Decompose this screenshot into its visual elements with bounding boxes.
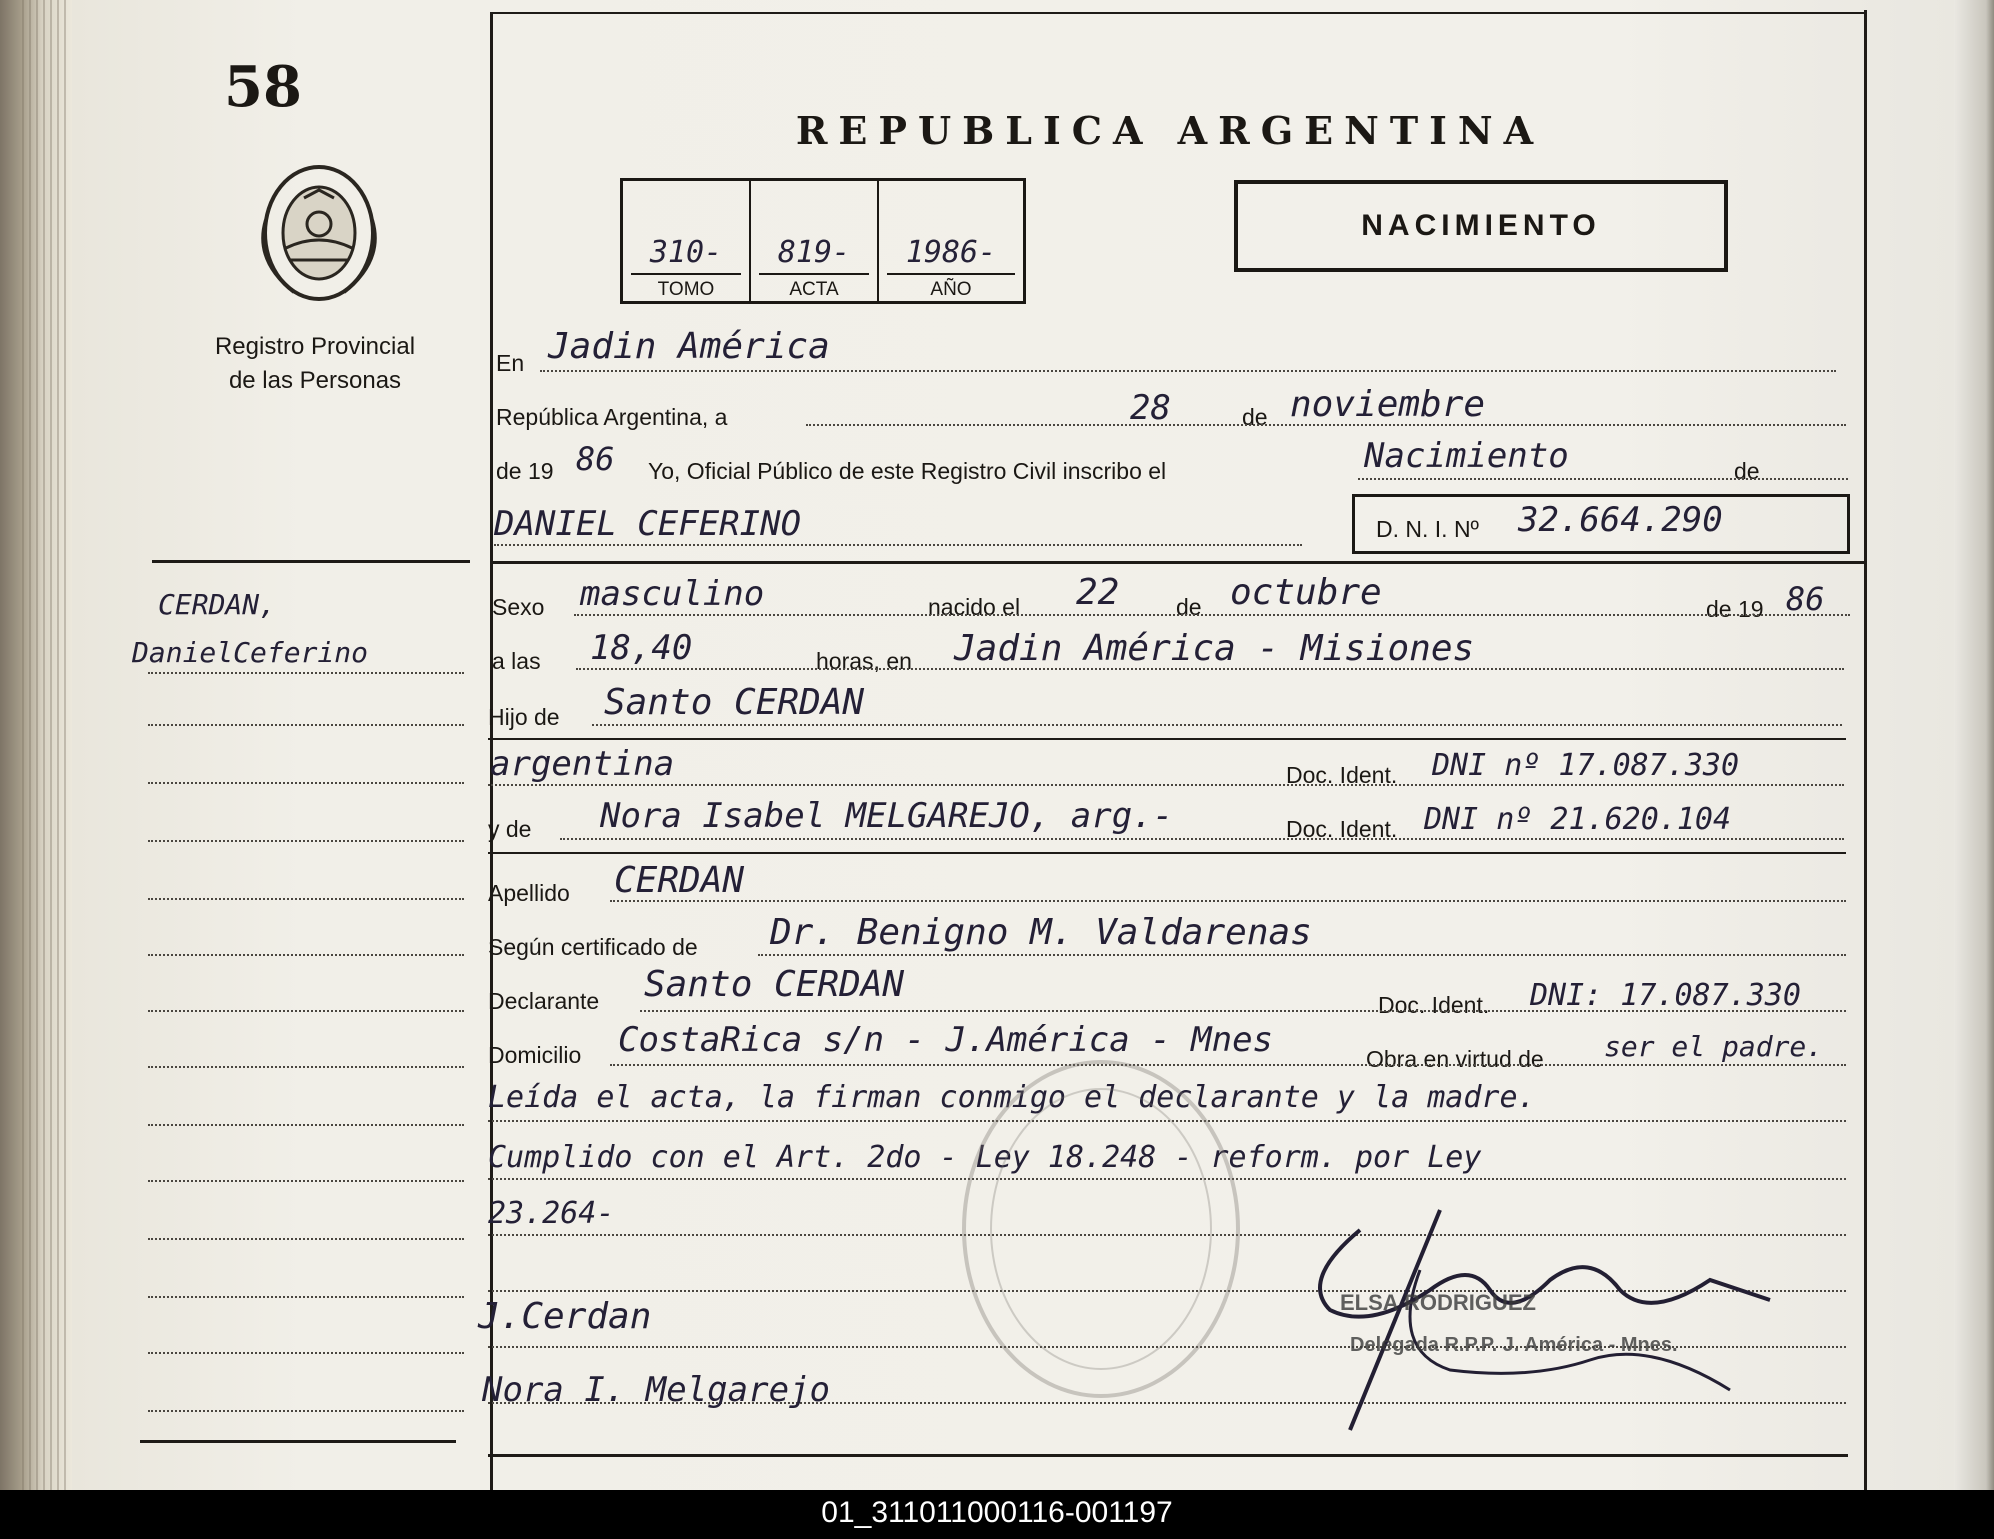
bottom-rule	[488, 1454, 1848, 1457]
doc-ident-label: Doc. Ident.	[1286, 762, 1398, 788]
tomo-cell	[623, 181, 751, 301]
registration-year: 86	[576, 440, 615, 478]
book-binding	[0, 0, 72, 1490]
field-line	[640, 1010, 1846, 1012]
declarante-label: Declarante	[488, 988, 600, 1014]
official-statement: Yo, Oficial Público de este Registro Civil inscribo el	[648, 458, 1167, 484]
margin-line	[148, 1410, 464, 1412]
yde-label: y de	[488, 816, 532, 842]
de-label-2: de	[1734, 458, 1760, 484]
margin-divider	[152, 560, 470, 563]
anio-value: 1986-	[887, 233, 1015, 275]
margin-line	[148, 954, 464, 956]
section-divider	[492, 561, 1864, 564]
sex-value: masculino	[580, 574, 765, 614]
republica-label: República Argentina, a	[496, 404, 728, 430]
doc-ident-label-2: Doc. Ident.	[1286, 816, 1398, 842]
margin-line	[148, 1238, 464, 1240]
acta-value: 819-	[759, 233, 869, 275]
year-prefix: de 19	[496, 458, 554, 484]
field-line	[574, 614, 1850, 616]
field-line	[494, 544, 1302, 546]
birth-place: Jadin América - Misiones	[954, 628, 1475, 669]
father-document: DNI nº 17.087.330	[1432, 748, 1740, 783]
declarant-name: Santo CERDAN	[644, 964, 905, 1005]
field-line	[488, 784, 1844, 786]
margin-bottom-line	[140, 1440, 456, 1443]
field-line	[758, 954, 1846, 956]
anio-label: AÑO	[930, 279, 972, 300]
declarant-document: DNI: 17.087.330	[1530, 978, 1801, 1013]
child-name: DANIEL CEFERINO	[494, 504, 802, 544]
horas-label: horas, en	[816, 648, 912, 674]
registry-name	[180, 330, 450, 398]
margin-line	[148, 724, 464, 726]
margin-line	[148, 1296, 464, 1298]
dni-label: D. N. I. Nº	[1376, 516, 1479, 542]
tomo-value: 310-	[631, 233, 741, 275]
de19-label: de 19	[1706, 596, 1764, 622]
top-frame-line	[490, 12, 1866, 14]
domicilio-label: Domicilio	[488, 1042, 582, 1068]
anio-cell	[879, 181, 1023, 301]
margin-line	[148, 1066, 464, 1068]
registry-line1: Registro Provincial	[214, 333, 416, 360]
margin-line	[148, 1352, 464, 1354]
field-line	[1358, 478, 1848, 480]
official-name-stamp: ELSA RODRIGUEZ	[1340, 1290, 1536, 1315]
birth-month: octubre	[1230, 572, 1382, 613]
hijo-label: Hijo de	[488, 704, 560, 730]
obra-label: Obra en virtud de	[1366, 1046, 1544, 1072]
birth-day: 22	[1076, 572, 1120, 613]
birth-year: 86	[1786, 580, 1825, 618]
image-id: 01_311011000116-001197	[821, 1496, 1173, 1529]
de-label: de	[1242, 404, 1268, 430]
acta-label: ACTA	[789, 279, 839, 300]
place-of-registration: Jadin América	[548, 326, 830, 367]
margin-line	[148, 782, 464, 784]
page-number: 58	[224, 54, 302, 120]
mother-name: Nora Isabel MELGAREJO, arg.-	[600, 796, 1174, 836]
right-frame-line	[1864, 10, 1867, 1490]
record-type-box: NACIMIENTO	[1234, 180, 1728, 272]
margin-line	[148, 898, 464, 900]
mother-document: DNI nº 21.620.104	[1424, 802, 1732, 837]
father-nationality: argentina	[490, 744, 675, 784]
birth-hour: 18,40	[590, 628, 693, 668]
image-id-bar	[0, 1490, 1994, 1539]
registry-line2: de las Personas	[228, 367, 402, 394]
doc-ident-label-3: Doc. Ident.	[1378, 992, 1490, 1018]
margin-line	[148, 672, 464, 674]
obra-value: ser el padre.	[1604, 1030, 1824, 1063]
field-line	[540, 370, 1836, 372]
record-reference-box	[620, 178, 1026, 304]
event-type: Nacimiento	[1364, 436, 1569, 476]
address-value: CostaRica s/n - J.América - Mnes	[618, 1020, 1274, 1060]
signature-mother: Nora I. Melgarejo	[482, 1370, 830, 1410]
field-line	[560, 838, 1844, 840]
document-title: REPUBLICA ARGENTINA	[795, 108, 1545, 153]
field-line	[806, 424, 1846, 426]
surname-value: CERDAN	[614, 860, 745, 901]
sexo-label: Sexo	[492, 594, 545, 620]
body-line-3: 23.264-	[488, 1196, 615, 1231]
margin-line	[148, 1124, 464, 1126]
margin-surname: CERDAN,	[158, 588, 277, 621]
official-round-stamp	[962, 1060, 1240, 1398]
de-label-3: de	[1176, 594, 1202, 620]
alas-label: a las	[492, 648, 541, 674]
tomo-label: TOMO	[657, 279, 715, 300]
page-edge	[1954, 0, 1994, 1490]
father-name: Santo CERDAN	[604, 682, 865, 723]
field-line	[592, 724, 1842, 726]
dni-value: 32.664.290	[1518, 500, 1723, 540]
provincial-seal-icon	[254, 160, 384, 306]
registration-day: 28	[1130, 388, 1171, 428]
margin-line	[148, 840, 464, 842]
margin-given-names: DanielCeferino	[132, 636, 369, 669]
registration-month: noviembre	[1290, 384, 1486, 425]
margin-line	[148, 1010, 464, 1012]
field-line	[576, 668, 1844, 670]
solid-rule	[488, 852, 1846, 854]
signature-father: J.Cerdan	[478, 1296, 652, 1337]
en-label: En	[496, 350, 525, 376]
body-line-1: Leída el acta, la firman conmigo el declarante y la madre.	[488, 1080, 1536, 1115]
official-signature-icon	[1290, 1210, 1790, 1440]
official-role-stamp: Delegada R.P.P. J. América - Mnes.	[1350, 1334, 1678, 1356]
field-line	[610, 900, 1846, 902]
segun-label: Según certificado de	[488, 934, 698, 960]
acta-cell	[751, 181, 879, 301]
body-line-2: Cumplido con el Art. 2do - Ley 18.248 - reform. por Ley	[488, 1140, 1482, 1175]
certifying-doctor: Dr. Benigno M. Valdarenas	[770, 912, 1312, 953]
solid-rule	[488, 738, 1846, 740]
margin-line	[148, 1180, 464, 1182]
apellido-label: Apellido	[488, 880, 570, 906]
field-line	[610, 1064, 1846, 1066]
nacido-label: nacido el	[928, 594, 1021, 620]
